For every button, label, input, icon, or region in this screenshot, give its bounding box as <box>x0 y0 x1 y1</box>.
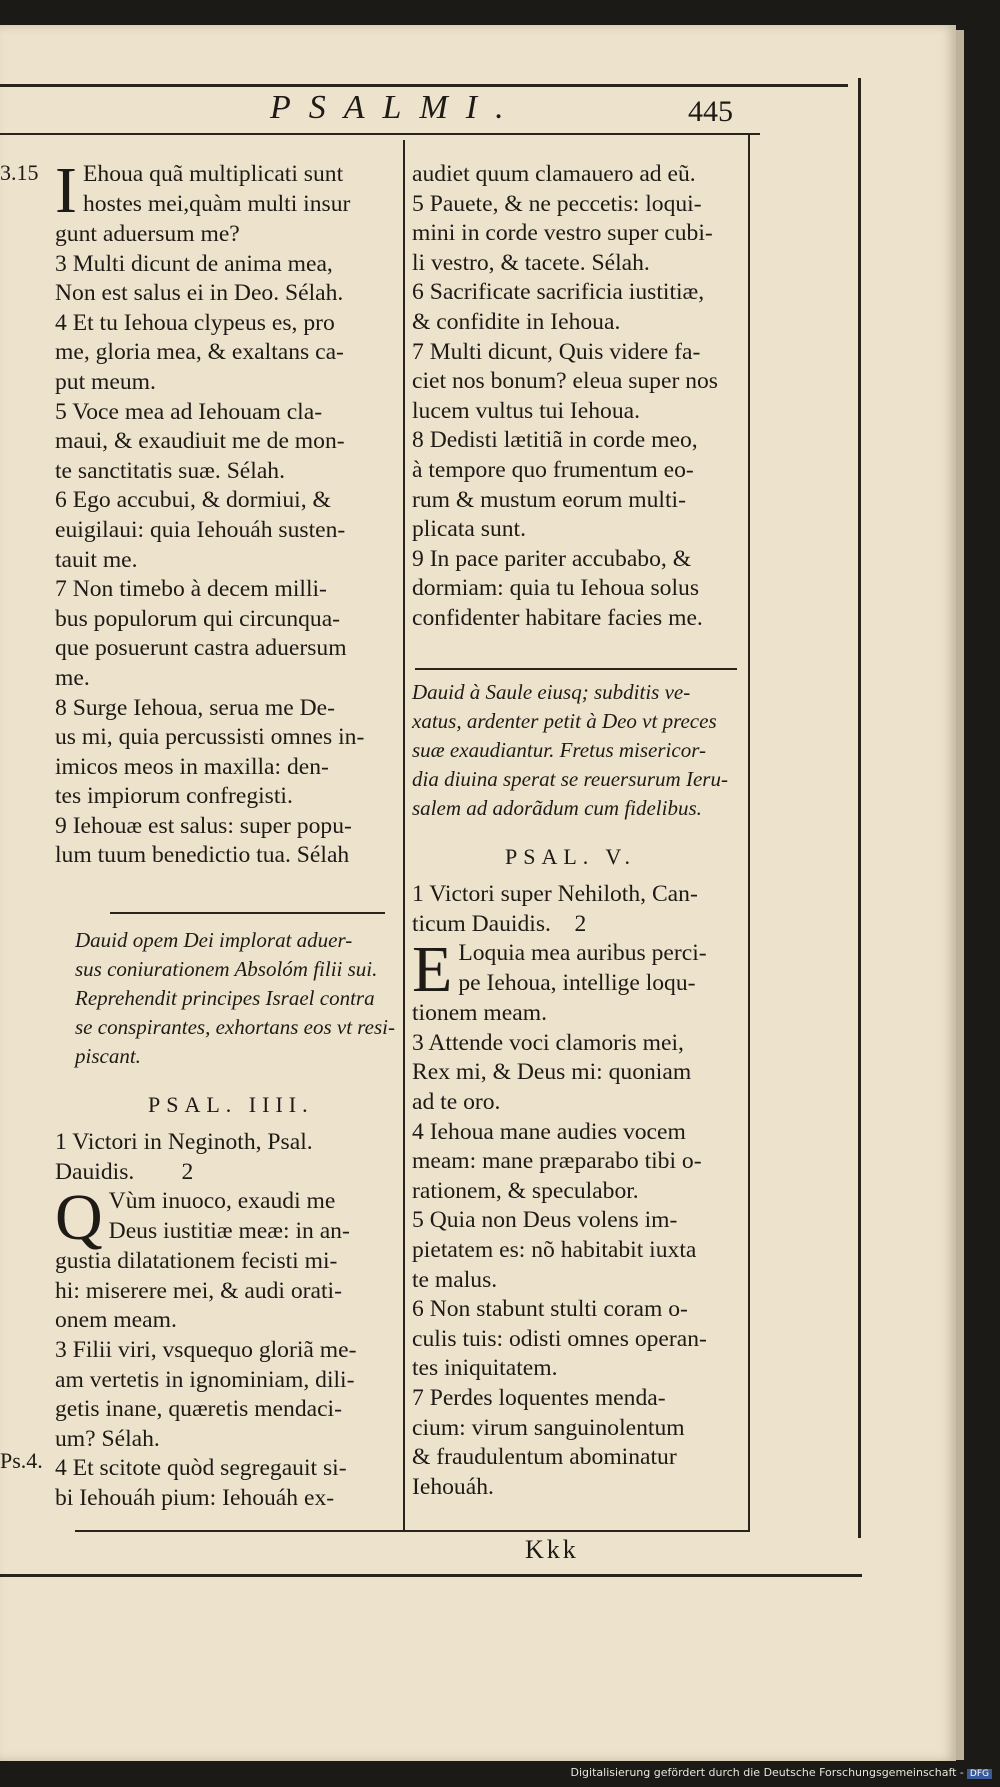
verse-line: rationem, & speculabor. <box>412 1177 639 1204</box>
verse-line: Iehouáh. <box>412 1473 494 1500</box>
verse-line: tes impiorum confregisti. <box>55 783 293 810</box>
verse-line: 6 Sacrificate sacrificia iustitiæ, <box>412 279 705 306</box>
section-rule-right <box>415 668 737 670</box>
verse-line: tes iniquitatem. <box>412 1355 558 1382</box>
summary-line: Reprehendit principes Israel contra <box>75 986 375 1010</box>
psalm-4-heading: PSAL. IIII. <box>148 1092 314 1117</box>
frame-rule-right <box>858 78 861 1538</box>
verse-line: confidenter habitare facies me. <box>412 604 703 631</box>
signature-mark: Kkk <box>525 1535 579 1564</box>
verse-line: 3 Multi dicunt de anima mea, <box>55 250 333 277</box>
footer-rule-bottom <box>0 1574 862 1577</box>
credit-text: Digitalisierung gefördert durch die Deutsche Forschungsgemeinschaft - <box>570 1766 964 1779</box>
verse-line: plicata sunt. <box>412 516 527 543</box>
dfg-logo: DFG <box>967 1769 992 1779</box>
text-line: pe Iehoua, intellige loqu- <box>458 969 696 996</box>
summary-line: piscant. <box>75 1044 141 1068</box>
verse-line: 5 Voce mea ad Iehouam cla- <box>55 398 323 425</box>
verse-line: bi Iehouáh pium: Iehouáh ex- <box>55 1484 335 1511</box>
psalm-5-summary <box>412 678 747 823</box>
verse-line: & confidite in Iehoua. <box>412 308 621 335</box>
psalm-4-summary <box>75 926 395 1071</box>
verse-line: bus populorum qui circunqua- <box>55 605 341 632</box>
text-line: Ehoua quã multiplicati sunt <box>82 161 344 187</box>
summary-line: salem ad adorãdum cum fidelibus. <box>412 796 702 820</box>
summary-line: Dauid opem Dei implorat aduer- <box>75 928 353 952</box>
verse-line: getis inane, quæretis mendaci- <box>55 1396 342 1423</box>
verse-line: li vestro, & tacete. Sélah. <box>412 249 650 276</box>
page-header <box>0 85 760 135</box>
text-line: gustia dilatationem fecisti mi- <box>55 1248 338 1275</box>
text-line: Loquia mea auribus perci- <box>458 940 707 967</box>
verse-line: Non est salus ei in Deo. Sélah. <box>55 280 344 307</box>
verse-line: audiet quum clamauero ad eũ. <box>412 161 696 187</box>
header-rule-bottom <box>0 133 760 135</box>
text-line: tionem meam. <box>412 1000 547 1027</box>
summary-line: Dauid à Saule eiusq; subditis ve- <box>412 680 691 704</box>
verse-line: 4 Iehoua mane audies vocem <box>412 1118 686 1145</box>
verse-line: rum & mustum eorum multi- <box>412 486 686 513</box>
text-line: gunt aduersum me? <box>55 221 240 247</box>
verse-line: 4 Et tu Iehoua clypeus es, pro <box>55 309 335 336</box>
verse-line: que posuerunt castra aduersum <box>55 635 347 662</box>
title-line: ticum Dauidis. 2 <box>412 910 587 937</box>
summary-line: dia diuina sperat se reuersurum Ieru- <box>412 767 728 791</box>
verse-line: um? Sélah. <box>55 1425 160 1452</box>
summary-line: sus coniurationem Absolóm filii sui. <box>75 957 378 981</box>
verse-line: te malus. <box>412 1266 498 1293</box>
verse-line: lum tuum benedictio tua. Sélah <box>55 842 350 869</box>
verse-line: lucem vultus tui Iehoua. <box>412 397 641 424</box>
verse-line: euigilaui: quia Iehouáh susten- <box>55 516 346 543</box>
verse-line: 3 Filii viri, vsquequo gloriã me- <box>55 1336 357 1363</box>
verse-line: pietatem es: nõ habitabit iuxta <box>412 1236 697 1263</box>
verse-line: 7 Non timebo à decem milli- <box>55 576 327 603</box>
verse-line: 7 Perdes loquentes menda- <box>412 1384 666 1411</box>
summary-line: suæ exaudiantur. Fretus misericor- <box>412 738 706 762</box>
margin-note-bottom: Ps.4. <box>0 1448 43 1473</box>
verse-line: 5 Quia non Deus volens im- <box>412 1207 678 1234</box>
verse-line: ciet nos bonum? eleua super nos <box>412 368 718 395</box>
verse-line: 8 Surge Iehoua, serua me De- <box>55 694 335 721</box>
left-column <box>55 154 395 871</box>
drop-cap-psalm-5: E <box>412 933 453 1007</box>
verse-line: Rex mi, & Deus mi: quoniam <box>412 1059 692 1086</box>
verse-line: maui, & exaudiuit me de mon- <box>55 428 345 455</box>
verse-line: culis tuis: odisti omnes operan- <box>412 1325 707 1352</box>
verse-line: hi: miserere mei, & audi orati- <box>55 1277 342 1304</box>
verse-line: & fraudulentum abominatur <box>412 1444 677 1471</box>
verse-line: 5 Pauete, & ne peccetis: loqui- <box>412 190 702 217</box>
verse-line: imicos meos in maxilla: den- <box>55 753 329 780</box>
drop-cap-psalm-3: I <box>55 154 77 227</box>
title-line: 1 Victori super Nehiloth, Can- <box>412 881 698 907</box>
verse-line: am vertetis in ignominiam, dili- <box>55 1366 355 1393</box>
footer-rule-top <box>75 1530 750 1532</box>
verse-line: te sanctitatis suæ. Sélah. <box>55 457 286 484</box>
column-divider <box>403 140 405 1530</box>
verse-line: 6 Ego accubui, & dormiui, & <box>55 487 331 514</box>
text-line: Deus iustitiæ meæ: in an- <box>108 1217 350 1244</box>
verse-line: dormiam: quia tu Iehoua solus <box>412 575 700 602</box>
psalm-5-heading: PSAL. V. <box>505 844 636 869</box>
verse-line: mini in corde vestro super cubi- <box>412 220 713 247</box>
verse-line: tauit me. <box>55 546 138 573</box>
page-edge <box>956 30 964 1760</box>
psalm-5-text <box>412 880 747 1502</box>
text-line: Vùm inuoco, exaudi me <box>108 1188 336 1215</box>
margin-note-top: 3.15 <box>0 160 39 185</box>
verse-line: 9 Iehouæ est salus: super popu- <box>55 812 352 839</box>
title-line: 1 Victori in Neginoth, Psal. <box>55 1129 313 1155</box>
verse-line: us mi, quia percussisti omnes in- <box>55 724 365 751</box>
verse-line: me. <box>55 664 90 691</box>
verse-line: 4 Et scitote quòd segregauit si- <box>55 1455 347 1482</box>
right-column <box>412 160 742 634</box>
drop-cap-psalm-4: Q <box>55 1181 103 1255</box>
running-title: PSALMI. <box>270 89 522 126</box>
section-rule-left <box>110 912 385 914</box>
verse-line: 8 Dedisti lætitiã in corde meo, <box>412 427 698 454</box>
page-number: 445 <box>688 95 733 128</box>
title-line: Dauidis. 2 <box>55 1158 194 1185</box>
verse-line: 9 In pace pariter accubabo, & <box>412 545 692 572</box>
summary-line: xatus, ardenter petit à Deo vt preces <box>412 709 717 733</box>
verse-line: 7 Multi dicunt, Quis videre fa- <box>412 338 701 365</box>
verse-line: me, gloria mea, & exaltans ca- <box>55 339 344 366</box>
verse-line: 6 Non stabunt stulti coram o- <box>412 1296 688 1323</box>
verse-line: onem meam. <box>55 1307 177 1334</box>
psalm-4-text <box>55 1128 400 1514</box>
verse-line: cium: virum sanguinolentum <box>412 1414 685 1441</box>
verse-line: 3 Attende voci clamoris mei, <box>412 1029 684 1056</box>
column-frame-right <box>748 135 750 1530</box>
verse-line: ad te oro. <box>412 1088 501 1115</box>
verse-line: à tempore quo frumentum eo- <box>412 456 694 483</box>
verse-line: put meum. <box>55 368 156 395</box>
digitization-credit <box>571 1766 992 1779</box>
text-line: hostes mei,quàm multi insur <box>82 190 351 217</box>
verse-line: meam: mane præparabo tibi o- <box>412 1148 702 1175</box>
summary-line: se conspirantes, exhortans eos vt resi- <box>75 1015 396 1039</box>
